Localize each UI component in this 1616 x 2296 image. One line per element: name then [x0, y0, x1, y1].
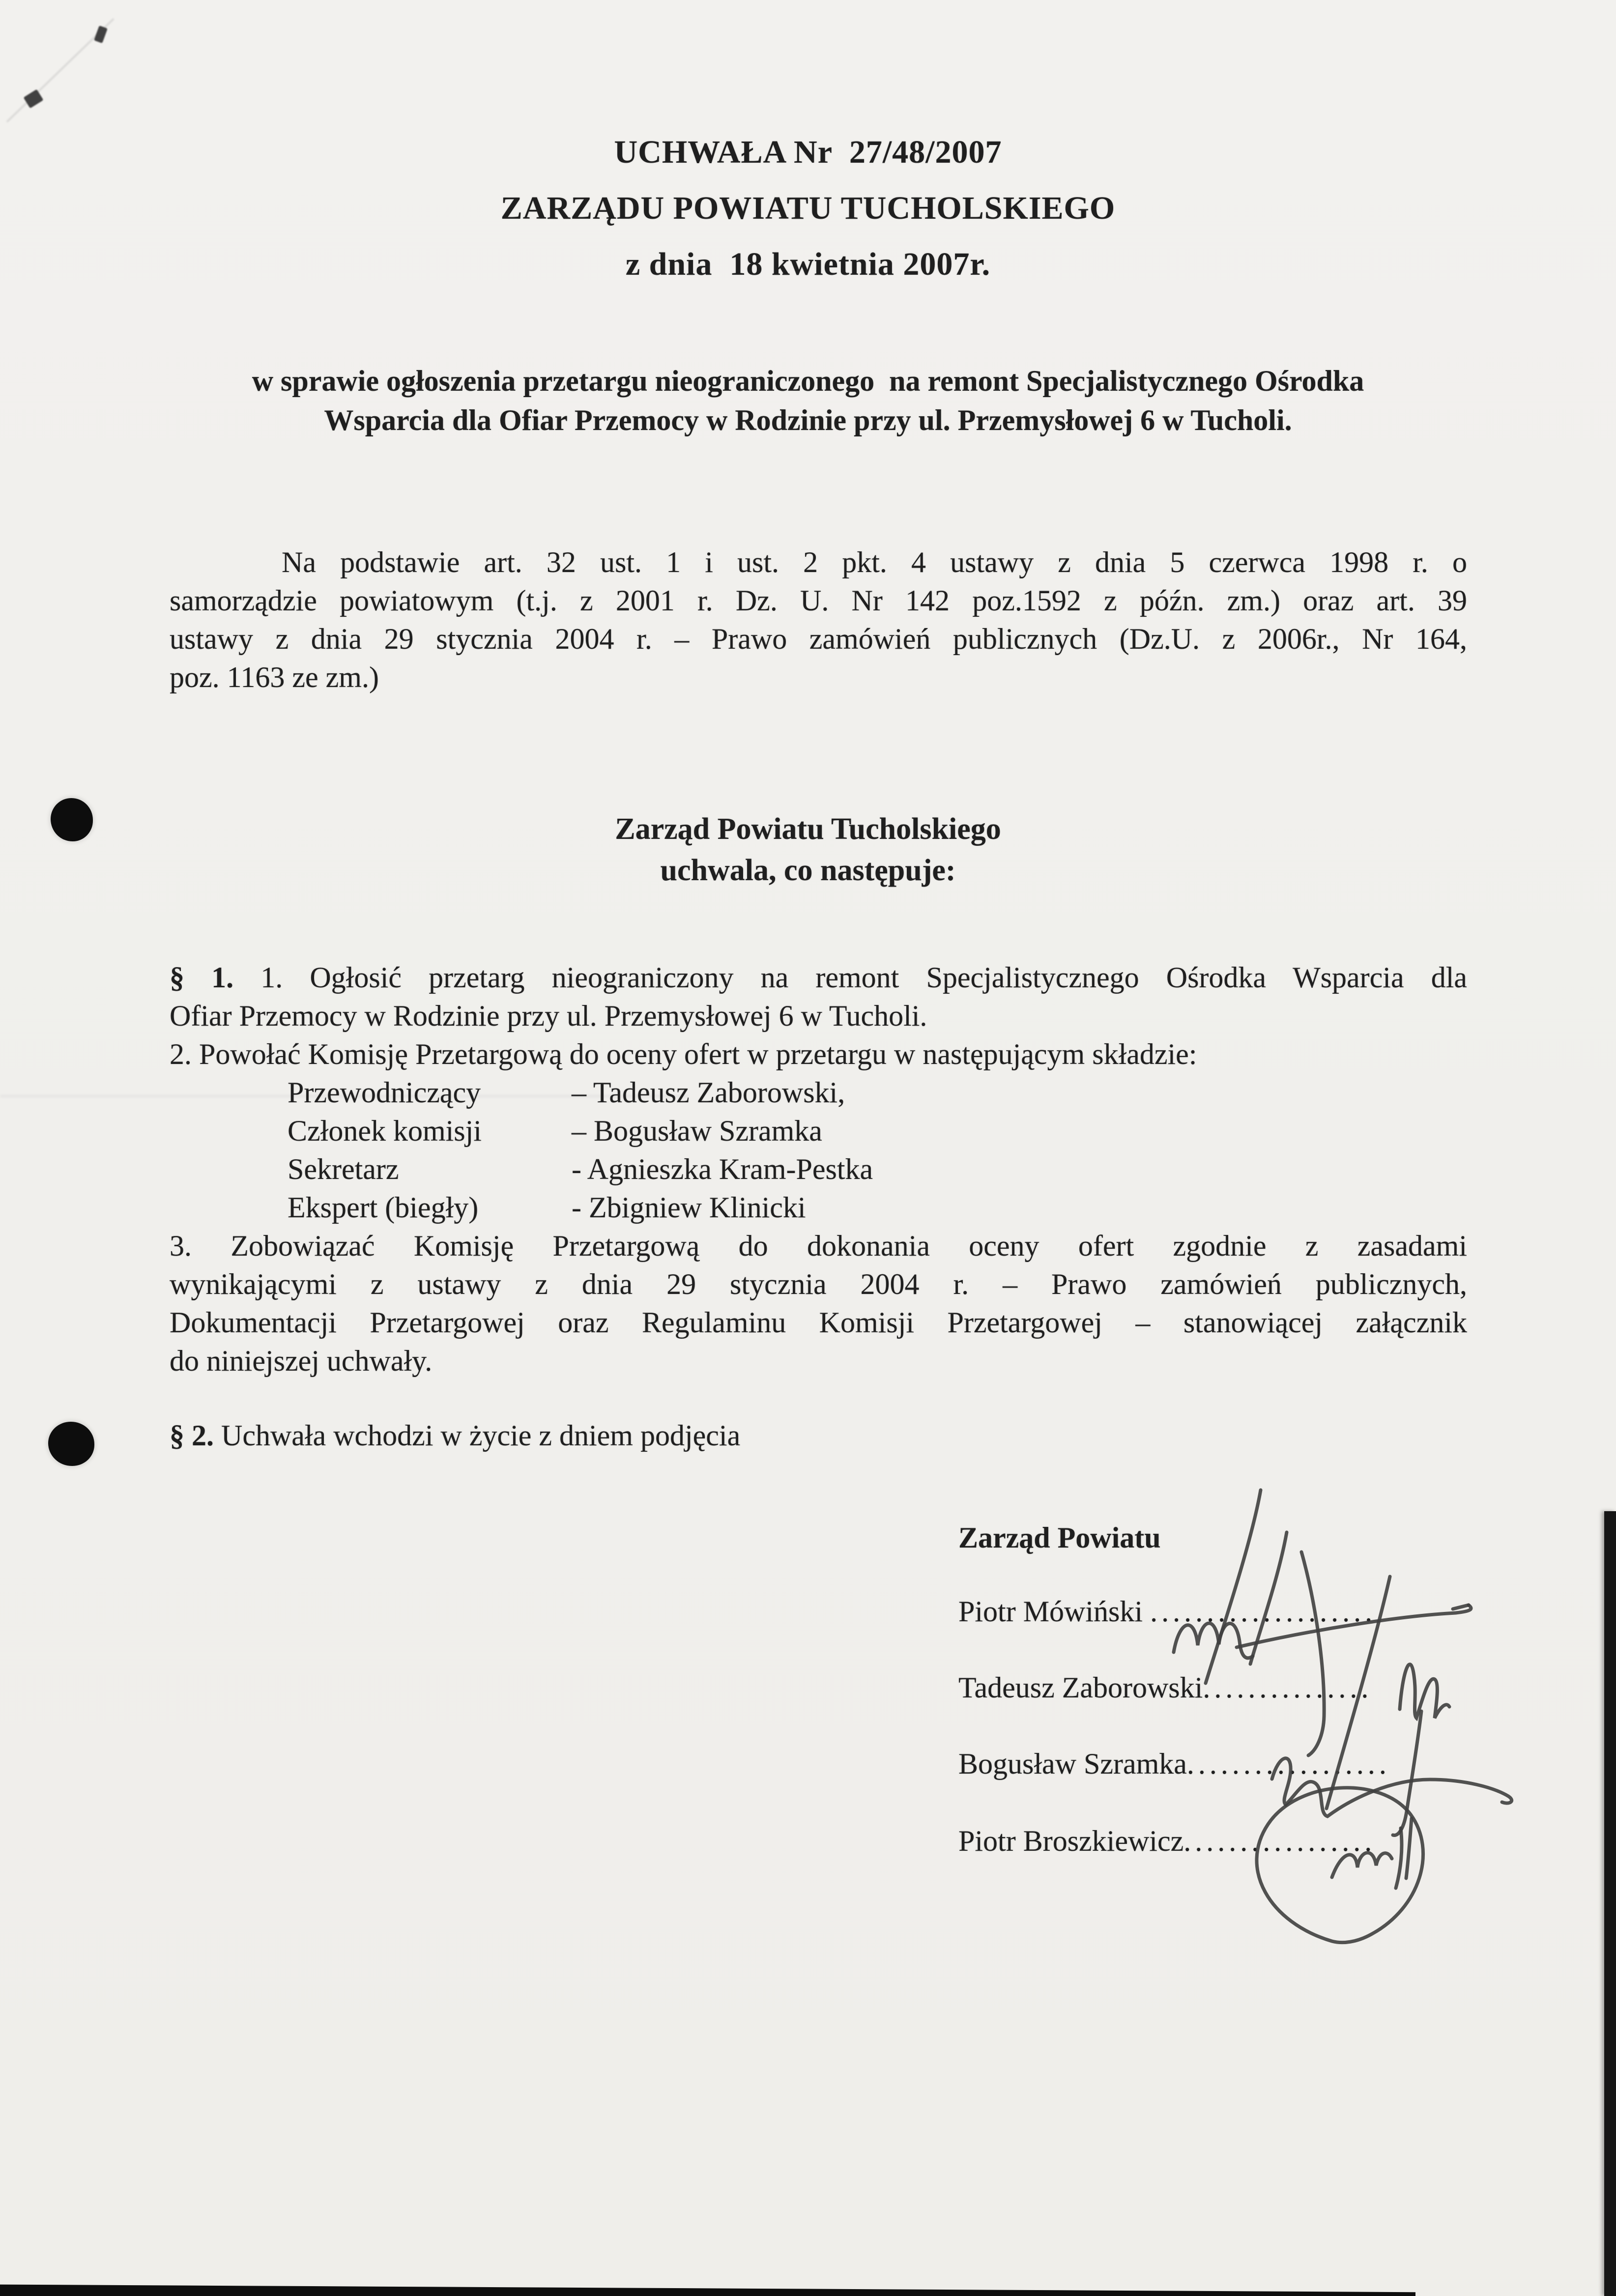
handwritten-signatures-overlay: [1057, 1435, 1568, 1985]
committee-name: - Zbigniew Klinicki: [572, 1191, 806, 1224]
signature-boguslaw-szramka: [1272, 1711, 1512, 1836]
paragraph-1-item3-line: do niniejszej uchwały.: [170, 1345, 433, 1377]
legal-basis-line: ustawy z dnia 29 stycznia 2004 r. – Prawo zamówień publicznych (Dz.U. z 2006r., Nr 164,: [170, 623, 1467, 655]
enacting-formula: [0, 808, 1616, 891]
signature-piotr-mowinski: [1174, 1490, 1471, 1755]
committee-name: – Tadeusz Zaborowski,: [572, 1076, 845, 1109]
ink-speck: [24, 89, 44, 108]
subject-line: w sprawie ogłoszenia przetargu nieograniczonego na remont Specjalistycznego Ośrodka: [252, 365, 1364, 397]
section-1-marker: § 1.: [170, 961, 234, 994]
tender-committee-list: [288, 1073, 1467, 1227]
paragraph-2-text: Uchwała wchodzi w życie z dniem podjęcia: [214, 1419, 741, 1452]
paragraph-1-text: 1. Ogłosić przetarg nieograniczony na remont Specjalistycznego Ośrodka Wsparcia dla: [233, 961, 1468, 994]
subject-line: Wsparcia dla Ofiar Przemocy w Rodzinie przy ul. Przemysłowej 6 w Tucholi.: [324, 404, 1292, 436]
paragraph-1-item3-line: Dokumentacji Przetargowej oraz Regulaminu Komisji Przetargowej – stanowiącej załącznik: [170, 1306, 1467, 1339]
legal-basis-paragraph: [170, 543, 1467, 696]
dotted-signature-line: ...............: [1203, 1671, 1373, 1704]
legal-basis-line: samorządzie powiatowym (t.j. z 2001 r. Dz. U. Nr 142 poz.1592 z późn. zm.) oraz art. 39: [170, 584, 1467, 617]
paragraph-1-line: Ofiar Przemocy w Rodzinie przy ul. Przemysłowej 6 w Tucholi.: [170, 1000, 927, 1032]
resolution-number-title: UCHWAŁA Nr 27/48/2007: [614, 134, 1002, 170]
ink-speck: [94, 26, 108, 43]
subject-paragraph: [130, 361, 1486, 440]
paragraph-1-line: [170, 958, 1467, 997]
resolution-date: z dnia 18 kwietnia 2007r.: [625, 246, 991, 282]
signer-name: Tadeusz Zaborowski: [958, 1671, 1203, 1704]
committee-role: Sekretarz: [288, 1153, 399, 1185]
signer-name: Piotr Mówiński: [958, 1595, 1151, 1628]
signer-name: Bogusław Szramka: [958, 1748, 1187, 1780]
signature-block-heading: Zarząd Powiatu: [958, 1521, 1161, 1554]
dotted-signature-line: ....................: [1150, 1595, 1377, 1628]
committee-role: Członek komisji: [288, 1115, 482, 1147]
enacting-line: uchwala, co następuje:: [660, 854, 956, 887]
scan-edge-shadow-right: [1604, 1511, 1616, 2296]
scan-edge-shadow-bottom: [0, 2283, 1415, 2296]
legal-basis-line: poz. 1163 ze zm.): [170, 661, 379, 693]
signature-tadeusz-zaborowski: [1327, 1577, 1449, 1808]
legal-basis-line: Na podstawie art. 32 ust. 1 i ust. 2 pkt. 4 ustawy z dnia 5 czerwca 1998 r. o: [282, 546, 1467, 578]
paragraph-1-item3-line: 3. Zobowiązać Komisję Przetargową do dokonania oceny ofert zgodnie z zasadami: [170, 1230, 1467, 1262]
enacting-line: Zarząd Powiatu Tucholskiego: [615, 812, 1001, 846]
dotted-signature-line: ..................: [1186, 1748, 1390, 1780]
paragraph-1-item3-line: wynikającymi z ustawy z dnia 29 stycznia 2004 r. – Prawo zamówień publicznych,: [170, 1268, 1467, 1300]
dotted-signature-line: .................: [1183, 1825, 1376, 1857]
committee-name: – Bogusław Szramka: [572, 1115, 822, 1147]
committee-name: - Agnieszka Kram-Pestka: [572, 1153, 873, 1185]
signature-piotr-broszkiewicz: [1257, 1788, 1423, 1943]
issuing-body-title: ZARZĄDU POWIATU TUCHOLSKIEGO: [500, 190, 1116, 226]
paragraph-1: [170, 958, 1467, 1380]
paragraph-1-line: 2. Powołać Komisję Przetargową do oceny ofert w przetargu w następującym składzie:: [170, 1038, 1197, 1070]
committee-role: Ekspert (biegły): [288, 1191, 479, 1224]
committee-role: Przewodniczący: [288, 1076, 481, 1109]
hole-punch-mark: [48, 1422, 94, 1466]
signer-name: Piotr Broszkiewicz: [958, 1825, 1184, 1857]
section-2-marker: § 2.: [170, 1419, 214, 1452]
